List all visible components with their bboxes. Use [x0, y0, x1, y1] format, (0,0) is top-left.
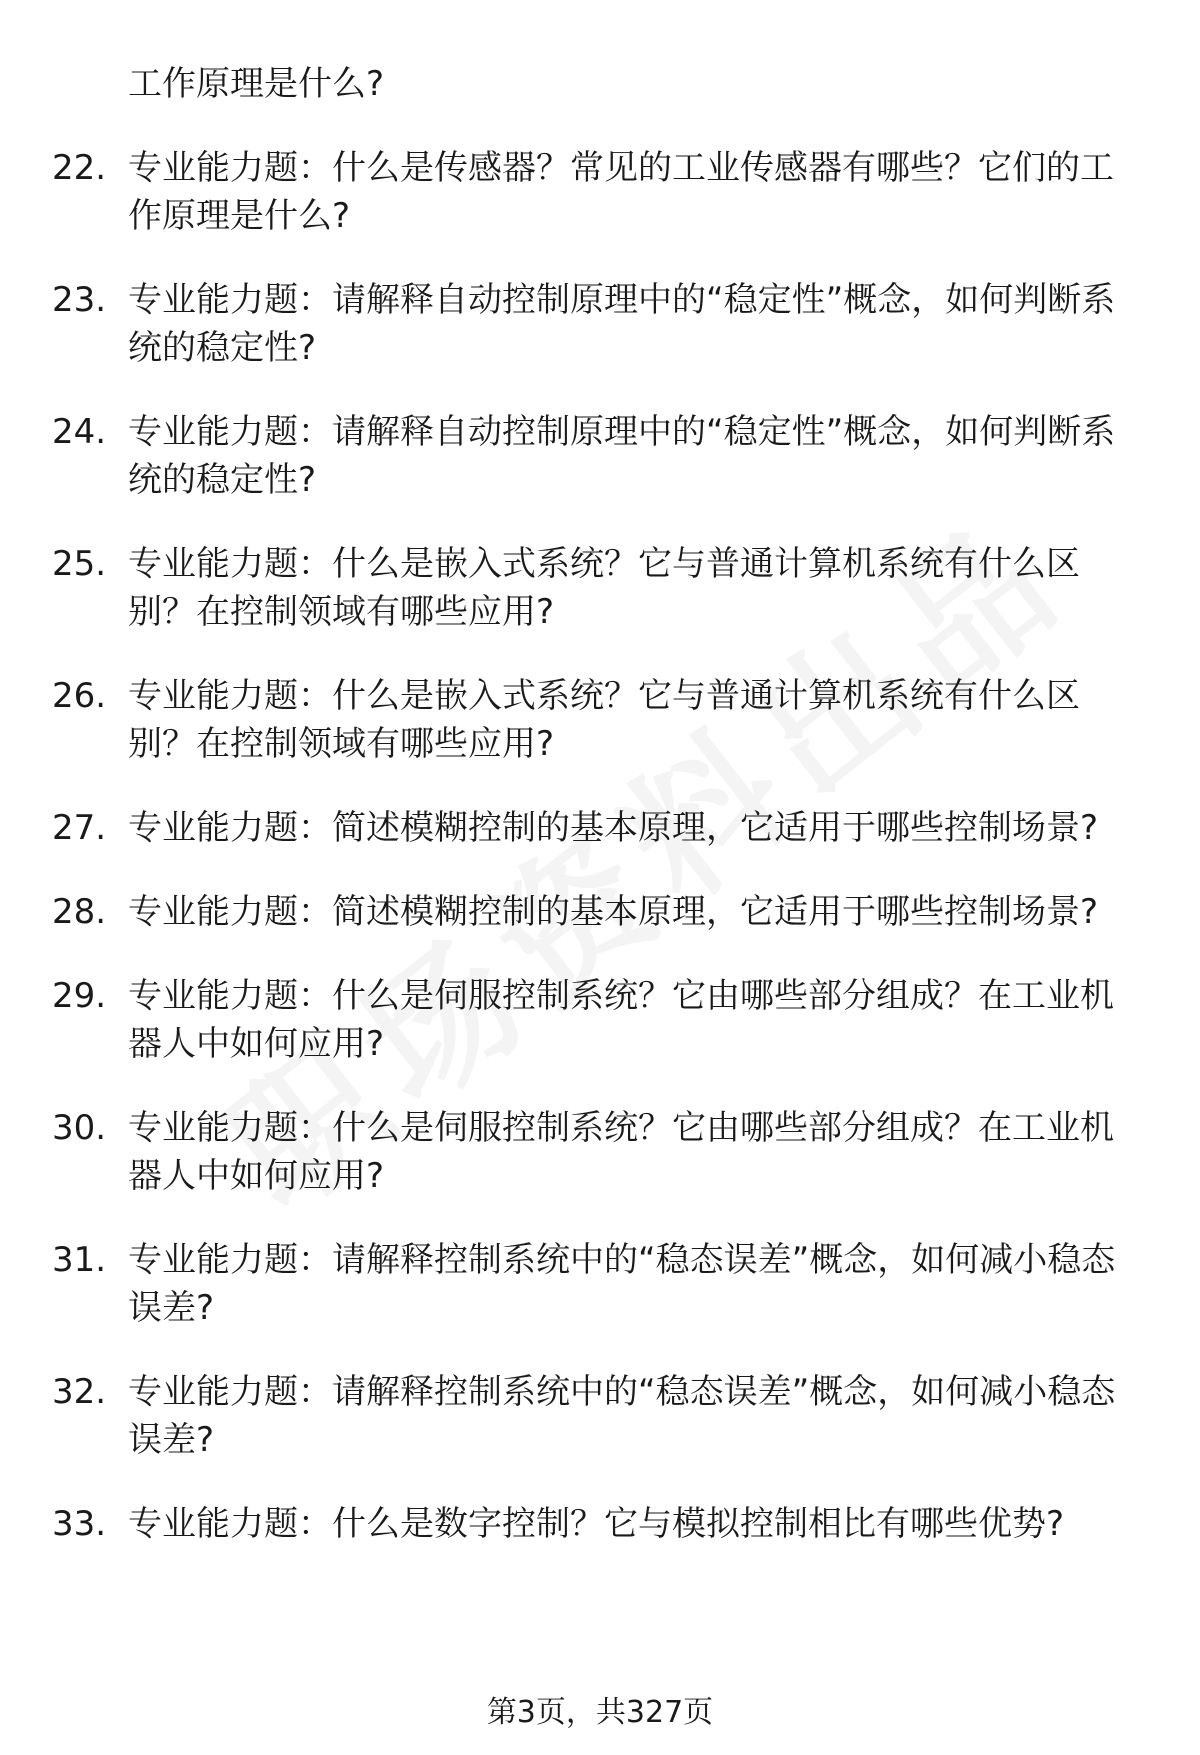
question-item [0, 540, 1200, 636]
page-number-label: 第3页，共327页 [486, 1695, 714, 1730]
question-item [0, 672, 1200, 768]
question-number: 25. [52, 544, 107, 584]
question-item [0, 408, 1200, 504]
question-number: 26. [52, 676, 107, 716]
question-text: 专业能力题：简述模糊控制的基本原理，它适用于哪些控制场景? [128, 808, 1099, 848]
question-item [0, 1104, 1200, 1200]
page-footer [0, 1693, 1200, 1733]
question-text: 专业能力题：请解释自动控制原理中的“稳定性”概念，如何判断系统的稳定性? [128, 412, 1116, 500]
question-text: 专业能力题：简述模糊控制的基本原理，它适用于哪些控制场景? [128, 892, 1099, 932]
question-item [0, 888, 1200, 936]
question-item [0, 804, 1200, 852]
question-text: 专业能力题：请解释控制系统中的“稳态误差”概念，如何减小稳态误差? [128, 1240, 1116, 1328]
question-number: 31. [52, 1240, 107, 1280]
question-list [0, 144, 1200, 1548]
question-text: 专业能力题：什么是伺服控制系统？它由哪些部分组成？在工业机器人中如何应用? [128, 1108, 1114, 1196]
question-text: 专业能力题：什么是数字控制？它与模拟控制相比有哪些优势? [128, 1504, 1065, 1544]
question-text: 专业能力题：什么是传感器？常见的工业传感器有哪些？它们的工作原理是什么? [128, 148, 1114, 236]
question-text: 专业能力题：请解释自动控制原理中的“稳定性”概念，如何判断系统的稳定性? [128, 280, 1116, 368]
question-number: 24. [52, 412, 107, 452]
question-text: 专业能力题：请解释控制系统中的“稳态误差”概念，如何减小稳态误差? [128, 1372, 1116, 1460]
question-item [0, 1368, 1200, 1464]
question-number: 27. [52, 808, 107, 848]
question-number: 30. [52, 1108, 107, 1148]
question-item [0, 1236, 1200, 1332]
question-item [0, 276, 1200, 372]
question-content [0, 60, 1200, 1548]
question-text: 专业能力题：什么是嵌入式系统？它与普通计算机系统有什么区别？在控制领域有哪些应用? [128, 676, 1080, 764]
question-number: 28. [52, 892, 107, 932]
question-text: 专业能力题：什么是伺服控制系统？它由哪些部分组成？在工业机器人中如何应用? [128, 976, 1114, 1064]
question-number: 32. [52, 1372, 107, 1412]
question-item [0, 972, 1200, 1068]
question-number: 29. [52, 976, 107, 1016]
question-number: 22. [52, 148, 107, 188]
question-item [0, 144, 1200, 240]
continuation-text: 工作原理是什么? [128, 64, 385, 104]
question-item [0, 1500, 1200, 1548]
question-text: 专业能力题：什么是嵌入式系统？它与普通计算机系统有什么区别？在控制领域有哪些应用? [128, 544, 1080, 632]
question-number: 33. [52, 1504, 107, 1544]
question-number: 23. [52, 280, 107, 320]
